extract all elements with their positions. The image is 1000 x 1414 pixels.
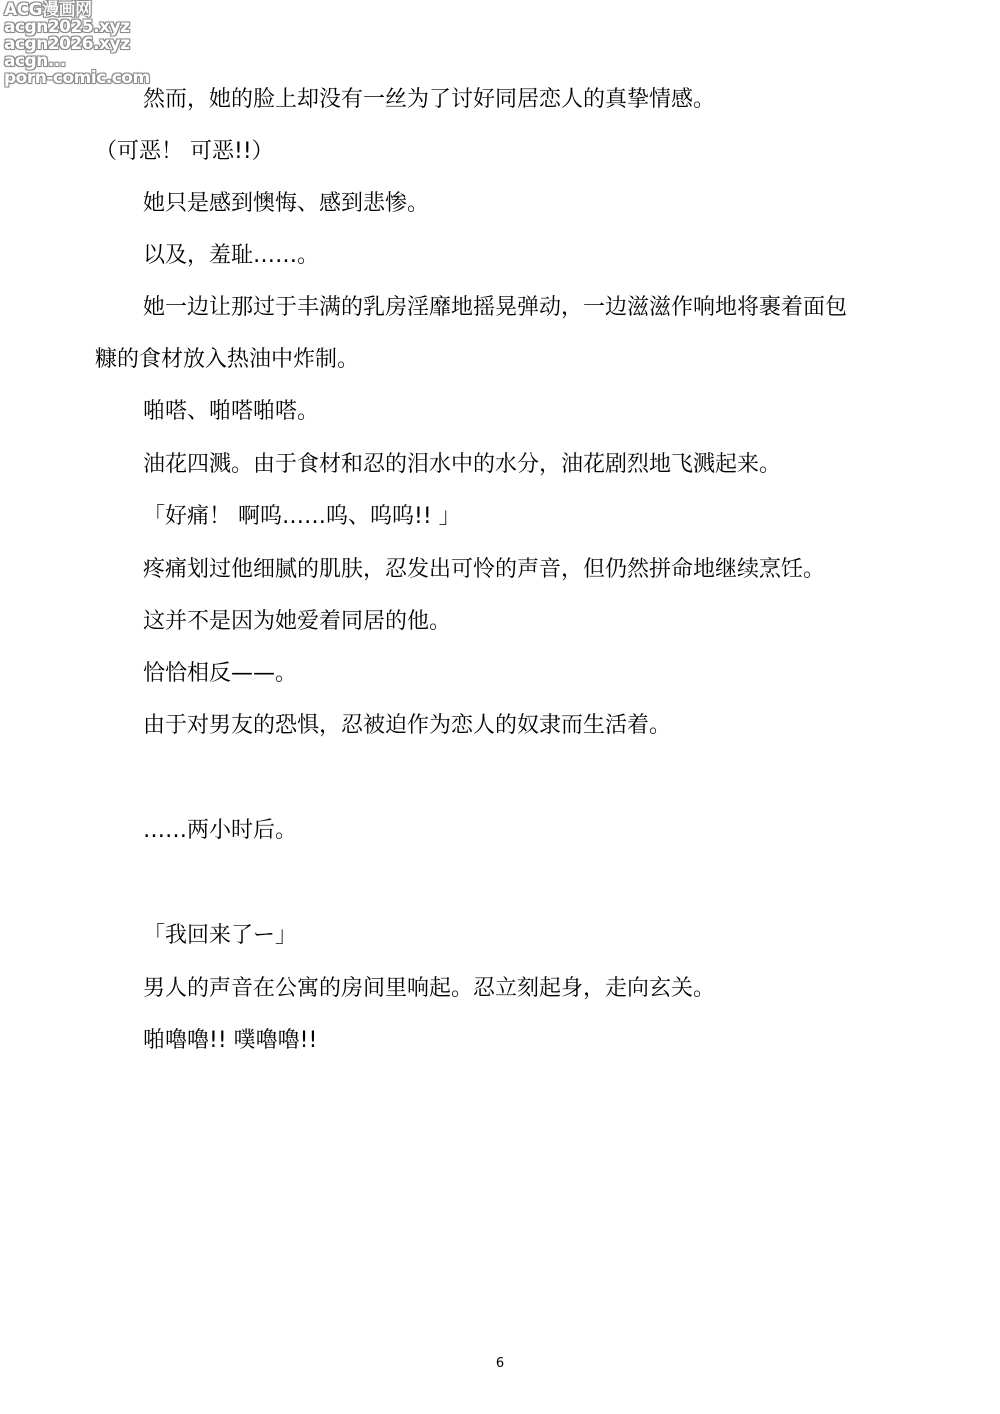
watermark-line: acgn...: [4, 51, 66, 71]
paragraph: 这并不是因为她爱着同居的他。: [143, 609, 452, 634]
watermark-line: ACG漫画网: [4, 0, 92, 20]
paragraph: 疼痛划过他细腻的肌肤，忍发出可怜的声音，但仍然拼命地继续烹饪。: [143, 557, 826, 582]
paragraph: ……两小时后。: [143, 818, 298, 843]
paragraph: （可恶！ 可恶!!）: [95, 139, 274, 164]
paragraph: 恰恰相反——。: [143, 661, 298, 686]
paragraph: 油花四溅。由于食材和忍的泪水中的水分，油花剧烈地飞溅起来。: [143, 452, 782, 477]
watermark-line: porn-comic.com: [4, 68, 150, 88]
paragraph: 啪嚕嚕!! 噗嚕嚕!!: [143, 1028, 318, 1053]
watermark-line: acgn2026.xyz: [4, 34, 130, 54]
watermark-line: acgn2025.xyz: [4, 17, 130, 37]
paragraph: 「我回来了ー」: [143, 923, 298, 948]
paragraph: 以及，羞耻……。: [143, 243, 320, 268]
paragraph: 「好痛！ 啊呜……呜、呜呜!! 」: [143, 504, 461, 529]
page-number: 6: [495, 1356, 505, 1371]
paragraph: 她一边让那过于丰满的乳房淫靡地摇晃弹动，一边滋滋作响地将裹着面包: [143, 295, 848, 320]
paragraph: 啪嗒、啪嗒啪嗒。: [143, 399, 320, 424]
paragraph: 男人的声音在公寓的房间里响起。忍立刻起身，走向玄关。: [143, 976, 716, 1001]
paragraph: 由于对男友的恐惧，忍被迫作为恋人的奴隶而生活着。: [143, 713, 672, 738]
paragraph: 糠的食材放入热油中炸制。: [95, 347, 360, 372]
watermark: [4, 2, 150, 87]
paragraph: 她只是感到懊悔、感到悲惨。: [143, 191, 430, 216]
paragraph: 然而，她的脸上却没有一丝为了讨好同居恋人的真挚情感。: [143, 87, 716, 112]
